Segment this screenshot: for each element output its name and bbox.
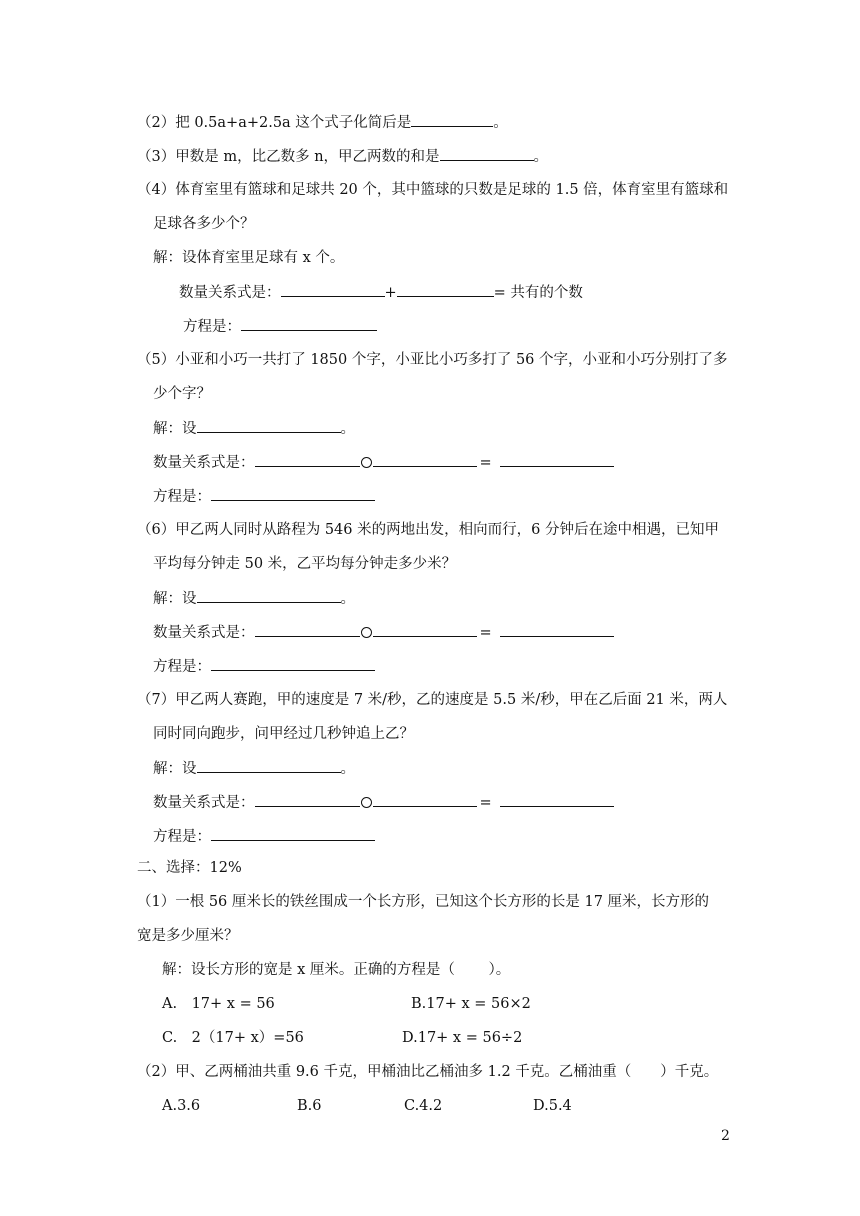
question-5-equation (153, 486, 375, 507)
section-title: 二、选择：12% (137, 860, 242, 876)
answer-blank (211, 656, 375, 671)
equation-label: 方程是： (153, 659, 211, 675)
question-4-solution: 解：设体育室里足球有 x 个。 (153, 250, 345, 266)
question-6-equation (153, 656, 375, 677)
operator-circle (361, 627, 372, 638)
question-3-text: （3）甲数是 m，比乙数多 n，甲乙两数的和是 (137, 149, 440, 165)
equals-sign: = (479, 455, 492, 471)
answer-blank (211, 826, 375, 841)
option-d: D.5.4 (533, 1098, 572, 1114)
question-6-solution (153, 588, 355, 609)
option-c: C. 2（17+ x）=56 (162, 1030, 304, 1046)
answer-blank (255, 792, 360, 807)
operator-circle (361, 797, 372, 808)
answer-blank (197, 418, 341, 433)
question-4-relation (179, 282, 583, 303)
question-5-line-1: （5）小亚和小巧一共打了 1850 个字，小亚比小巧多打了 56 个字，小亚和小巧分别打了多 (137, 352, 728, 368)
equation-label: 方程是： (153, 829, 211, 845)
solution-end: 。 (340, 761, 355, 777)
answer-blank (281, 282, 385, 297)
option-a: A.3.6 (162, 1098, 201, 1114)
answer-blank (197, 588, 341, 603)
answer-blank (255, 622, 360, 637)
answer-blank (397, 282, 494, 297)
choice-question-1-solution: 解：设长方形的宽是 x 厘米。正确的方程是（ ）。 (162, 962, 511, 978)
option-b: B.6 (297, 1098, 322, 1114)
question-6-relation (153, 622, 614, 643)
answer-blank (440, 146, 534, 161)
question-6-line-2: 平均每分钟走 50 米，乙平均每分钟走多少米？ (153, 556, 457, 572)
relation-tail: = 共有的个数 (493, 285, 583, 301)
equation-label: 方程是： (153, 489, 211, 505)
question-7-line-2: 同时同向跑步，问甲经过几秒钟追上乙？ (153, 726, 414, 742)
answer-blank (411, 112, 493, 127)
question-7-relation (153, 792, 614, 813)
question-3 (137, 146, 548, 167)
question-5-relation (153, 452, 614, 473)
operator-circle (361, 457, 372, 468)
question-2-text: （2）把 0.5a+a+2.5a 这个式子化简后是 (137, 115, 412, 131)
answer-blank (500, 792, 614, 807)
answer-blank (197, 758, 341, 773)
question-5-solution (153, 418, 355, 439)
answer-blank (373, 792, 477, 807)
answer-blank (373, 452, 477, 467)
answer-blank (373, 622, 477, 637)
option-b: B.17+ x = 56×2 (411, 996, 531, 1012)
answer-blank (241, 316, 377, 331)
equals-sign: = (479, 625, 492, 641)
answer-blank (255, 452, 360, 467)
solution-label: 解：设 (153, 761, 197, 777)
question-7-line-1: （7）甲乙两人赛跑，甲的速度是 7 米/秒，乙的速度是 5.5 米/秒，甲在乙后面 21 米，两人 (137, 692, 728, 708)
plus-sign: + (384, 285, 397, 301)
answer-blank (500, 622, 614, 637)
question-7-equation (153, 826, 375, 847)
question-5-line-2: 少个字？ (153, 386, 211, 402)
answer-blank (500, 452, 614, 467)
question-4-equation (179, 316, 377, 337)
relation-label: 数量关系式是： (153, 455, 255, 471)
solution-end: 。 (340, 591, 355, 607)
question-4-line-1: （4）体育室里有篮球和足球共 20 个，其中篮球的只数是足球的 1.5 倍，体育室里有篮球和 (137, 182, 729, 198)
option-c: C.4.2 (404, 1098, 443, 1114)
choice-question-1-line-1: （1）一根 56 厘米长的铁丝围成一个长方形，已知这个长方形的长是 17 厘米，长方形的 (137, 894, 710, 910)
choice-question-1-line-2: 宽是多少厘米？ (137, 928, 239, 944)
solution-label: 解：设 (153, 591, 197, 607)
question-3-end: 。 (533, 149, 549, 165)
relation-label: 数量关系式是： (153, 625, 255, 641)
question-7-solution (153, 758, 355, 779)
equation-label: 方程是： (183, 319, 241, 335)
question-4-line-2: 足球各多少个？ (153, 216, 255, 232)
relation-label: 数量关系式是： (153, 795, 255, 811)
solution-end: 。 (340, 421, 355, 437)
page-number: 2 (721, 1128, 730, 1144)
question-6-line-1: （6）甲乙两人同时从路程为 546 米的两地出发，相向而行，6 分钟后在途中相遇，已知甲 (137, 522, 719, 538)
solution-label: 解：设 (153, 421, 197, 437)
equals-sign: = (479, 795, 492, 811)
answer-blank (211, 486, 375, 501)
choice-question-2: （2）甲、乙两桶油共重 9.6 千克，甲桶油比乙桶油多 1.2 千克。乙桶油重（ ）千克。 (137, 1064, 719, 1080)
relation-label: 数量关系式是： (179, 285, 281, 301)
question-2-end: 。 (493, 115, 508, 131)
option-a: A. 17+ x = 56 (162, 996, 275, 1012)
option-d: D.17+ x = 56÷2 (402, 1030, 523, 1046)
question-2 (137, 112, 508, 133)
